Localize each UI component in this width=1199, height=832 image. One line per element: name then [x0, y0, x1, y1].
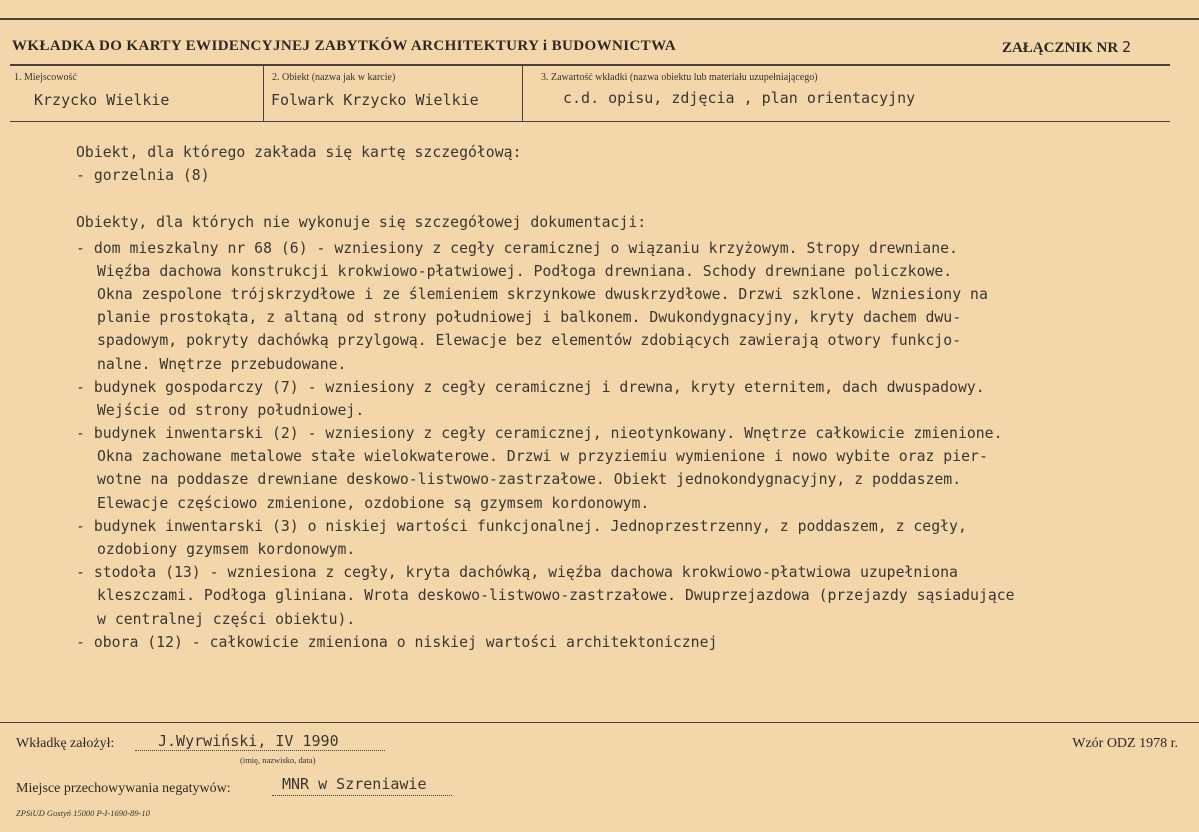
text-line: Obiekt, dla którego zakłada się kartę szczegółową: — [76, 144, 522, 161]
field-separator-2 — [522, 66, 523, 122]
description-text — [76, 141, 1186, 654]
object-value: Folwark Krzycko Wielkie — [271, 91, 479, 109]
text-line: ozdobiony gzymsem kordonowym. — [97, 541, 356, 558]
header-divider — [10, 64, 1170, 66]
text-line: nalne. Wnętrze przebudowane. — [97, 355, 347, 373]
text-line: - gorzelnia (8) — [76, 167, 210, 185]
text-line: Okna zespolone trójskrzydłowe i ze ślemieniem skrzynkowe dwuskrzydłowe. Drzwi szklone. Wzniesiony na — [97, 285, 988, 303]
text-line: - stodoła (13) - wzniesiona z cegły, kryta dachówką, więźba dachowa krokwiowo-płatwiowa uzupełniona — [76, 564, 958, 582]
text-line: w centralnej części obiektu). — [97, 610, 356, 628]
text-line: - budynek inwentarski (3) o niskiej wartości funkcjonalnej. Jednoprzestrzenny, z poddaszem, z cegły, — [76, 517, 967, 535]
text-line: - obora (12) - całkowicie zmieniona o niskiej wartości architektonicznej — [76, 633, 718, 651]
attachment-label: ZAŁĄCZNIK NR — [1001, 40, 1119, 56]
text-line: wotne na poddasze drewniane deskowo-listwowo-zastrzałowe. Obiekt jednokondygnacyjny, z poddaszem. — [97, 471, 962, 489]
model-label: Wzór ODZ 1978 r. — [1072, 736, 1178, 751]
place-label: 1. Miejscowość — [14, 72, 77, 83]
attachment-value: 2 — [1121, 38, 1131, 56]
content-value: c.d. opisu, zdjęcia , plan orientacyjny — [563, 89, 916, 107]
text-line: spadowym, pokryty dachówką przylgową. Elewacje bez elementów zdobiących zawierają otwory funkcjo- — [97, 332, 962, 350]
founded-label: Wkładkę założył: — [16, 736, 115, 751]
form-title: WKŁADKA DO KARTY EWIDENCYJNEJ ZABYTKÓW ARCHITEKTURY i BUDOWNICTWA — [12, 38, 677, 54]
storage-label: Miejsce przechowywania negatywów: — [16, 781, 231, 796]
text-line: Obiekty, dla których nie wykonuje się szczegółowej dokumentacji: — [76, 213, 647, 231]
text-line: Okna zachowane metalowe stałe wielokwaterowe. Drzwi w przyziemiu wymienione i nowo wybite oraz pier- — [97, 448, 988, 466]
founded-dotted-line — [135, 750, 385, 751]
text-line: - budynek gospodarczy (7) - wzniesiony z cegły ceramicznej i drewna, kryty eternitem, dach dwuspadowy. — [76, 378, 985, 396]
attachment-number — [1002, 38, 1131, 57]
founded-hint: (imię, nazwisko, data) — [240, 755, 316, 765]
text-line — [76, 187, 1186, 210]
fields-bottom-rule — [10, 121, 1170, 122]
place-value: Krzycko Wielkie — [34, 91, 170, 109]
body-bottom-rule — [0, 722, 1199, 723]
object-label: 2. Obiekt (nazwa jak w karcie) — [272, 72, 396, 83]
field-separator-1 — [263, 66, 264, 122]
text-line: planie prostokąta, z altaną od strony południowej i balkonem. Dwukondygnacyjny, kryty dachem dwu- — [97, 309, 962, 327]
founded-value: J.Wyrwiński, IV 1990 — [158, 732, 339, 750]
content-label: 3. Zawartość wkładki (nazwa obiektu lub materiału uzupełniającego) — [541, 72, 818, 83]
text-line: Wejście od strony południowej. — [97, 401, 365, 419]
storage-dotted-line — [272, 795, 452, 796]
top-border — [0, 18, 1199, 20]
text-line: - dom mieszkalny nr 68 (6) - wzniesiony z cegły ceramicznej o wiązaniu krzyżowym. Stropy drewniane. — [76, 239, 958, 257]
storage-value: MNR w Szreniawie — [282, 775, 427, 793]
text-line: Elewacje częściowo zmienione, ozdobione są gzymsem kordonowym. — [97, 494, 650, 512]
text-line: - budynek inwentarski (2) - wzniesiony z cegły ceramicznej, nieotynkowany. Wnętrze całkowicie zmienione. — [76, 425, 1003, 443]
print-info: ZPSiUD Gostyń 15000 P-I-1690-89-10 — [16, 808, 150, 818]
text-line: Więźba dachowa konstrukcji krokwiowo-płatwiowej. Podłoga drewniana. Schody drewniane policzkowe. — [97, 262, 953, 280]
text-line: kleszczami. Podłoga gliniana. Wrota deskowo-listwowo-zastrzałowe. Dwuprzejazdowa (przejazdy sąsiadujące — [97, 587, 1015, 605]
